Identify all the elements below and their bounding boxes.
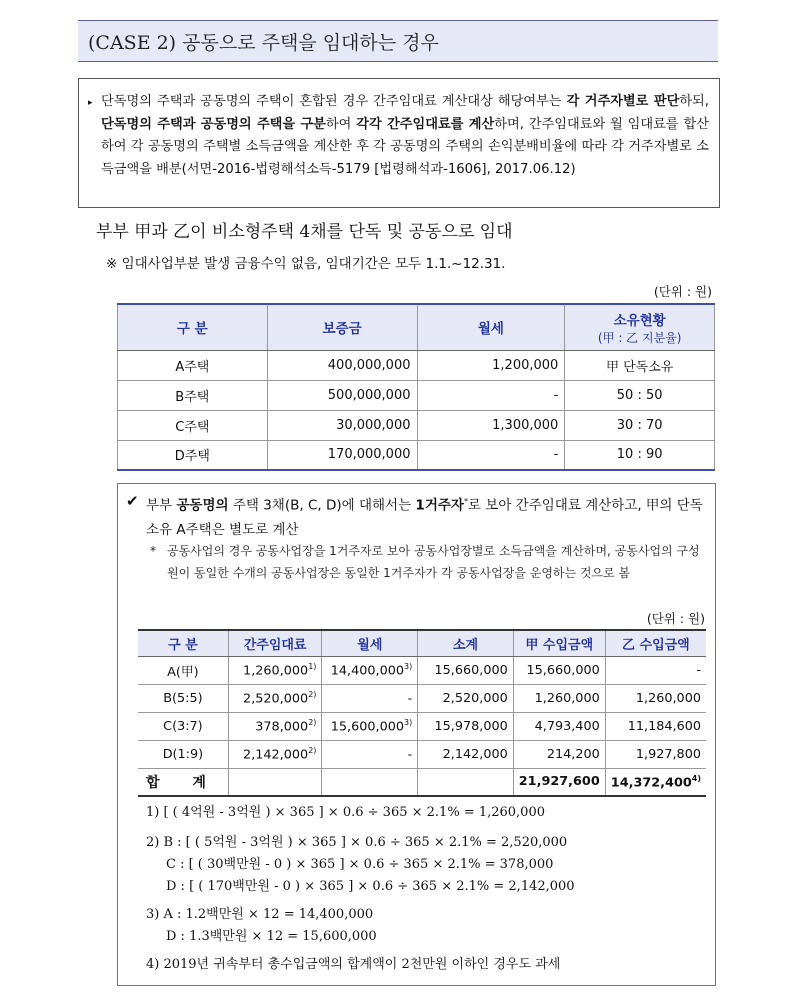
cell: 11,184,600 [605,712,706,740]
col-header: 구 분 [118,304,268,350]
cell: B(5:5) [138,684,228,712]
table-row [138,684,706,712]
calculation-box [117,483,716,986]
cell: 1,200,000 [417,350,565,380]
cell: 30,000,000 [267,410,417,440]
total-eul: 14,372,400$^{4)}$ [605,768,706,796]
cell: B주택 [118,380,268,410]
cell: A주택 [118,350,268,380]
cell: 50 : 50 [565,380,715,410]
note-text: 단독명의 주택과 공동명의 주택이 혼합된 경우 간주임대료 계산대상 해당여부는 각 거주자별로 판단하되, 단독명의 주택과 공동명의 주택을 구분하여 각각 간주임대료를 계산하며, 간주임대료와 월 임대료를 합산하여 각 공동명의 주택별 소득금액을 계산한 후 각 공동명의 주택의 손익분배비율에 따라 각 거주자별로 소득금액을 배분(서면-2016-법령해석소득-5179 [법령해석과-1606], 2017.06.12) [101,94,709,177]
note-box [78,78,720,208]
table-row [118,410,715,440]
unit-label: (단위 : 원) [646,611,705,626]
cell: 甲 단독소유 [565,350,715,380]
house-table [117,303,715,471]
table-row [118,440,715,470]
total-label: 합 계 [138,768,228,796]
cell: 1,927,800 [605,740,706,768]
cell: 2,142,000 [418,740,514,768]
total-row [138,768,706,796]
cell: 10 : 90 [565,440,715,470]
cell: 2,520,000 [418,684,514,712]
bullet-icon: ▸ [88,98,93,108]
subtitle: 부부 甲과 乙이 비소형주택 4채를 단독 및 공동으로 임대 [96,222,513,242]
cell: C(3:7) [138,712,228,740]
cell: D주택 [118,440,268,470]
footnote-star: * 공동사업의 경우 공동사업장을 1거주자로 보아 공동사업장별로 소득금액을 계산하며, 공동사업의 구성원이 동일한 수개의 공동사업장은 동일한 1거주자가 각 공동사업장을 운영하는 것으로 봄 [150,540,710,584]
cell: - [322,684,418,712]
calc-note-2: 2) B : [ ( 5억원 - 3억원 ) × 365 ] × 0.6 ÷ 365 × 2.1% = 2,520,000 C : [ ( 30백만원 - 0 ) × 365 ] × 0.6 ÷ 365 × 2.1% = 378,000 D : [ ( 170백만원 - 0 ) × 365 ] × 0.6 ÷ 365 × 2.1% = 2,142,000 [146,835,575,894]
cell: 15,978,000 [418,712,514,740]
table-row [138,656,706,684]
asterisk-icon: * [150,544,156,558]
cell: - [417,440,565,470]
table-row [118,380,715,410]
cell: 15,660,000 [418,656,514,684]
cell: - [605,656,706,684]
col-header: 월세 [417,304,565,350]
joint-ownership-text: 부부 공동명의 주택 3채(B, C, D)에 대해서는 1거주자*로 보아 간주임대료 계산하고, 甲의 단독소유 A주택은 별도로 계산 [146,497,703,538]
unit-label: (단위 : 원) [653,284,712,299]
cell: 2,520,000$^{2)}$ [228,684,322,712]
cell: 500,000,000 [267,380,417,410]
cell: 14,400,000$^{3)}$ [322,656,418,684]
cell: 2,142,000$^{2)}$ [228,740,322,768]
cell [418,768,514,796]
calc-note-3: 3) A : 1.2백만원 × 12 = 14,400,000 D : 1.3백만원 × 12 = 15,600,000 [146,907,377,944]
col-header: 월세 [322,630,418,656]
total-gap: 21,927,600 [513,768,605,796]
cell: 170,000,000 [267,440,417,470]
cell: 15,660,000 [513,656,605,684]
table-header-row [118,304,715,350]
cell: 1,260,000 [605,684,706,712]
col-header: 구 분 [138,630,228,656]
calc-note-1: 1) [ ( 4억원 - 3억원 ) × 365 ] × 0.6 ÷ 365 × 2.1% = 1,260,000 [146,805,545,820]
cell: A(甲) [138,656,228,684]
col-header: 乙 수입금액 [605,630,706,656]
col-header: 간주임대료 [228,630,322,656]
income-table [138,629,706,797]
cell: 30 : 70 [565,410,715,440]
subnote: ※ 임대사업부분 발생 금융수익 없음, 임대기간은 모두 1.1.~12.31. [106,256,506,272]
cell: - [417,380,565,410]
table-row [138,712,706,740]
cell: C주택 [118,410,268,440]
col-header: 소계 [418,630,514,656]
cell: D(1:9) [138,740,228,768]
calc-note-4: 4) 2019년 귀속부터 총수입금액의 합계액이 2천만원 이하인 경우도 과세 [146,957,561,972]
cell: - [322,740,418,768]
cell: 1,260,000$^{1)}$ [228,656,322,684]
cell: 214,200 [513,740,605,768]
col-header-ownership: 소유현황 (甲 : 乙 지분율) [565,304,715,350]
case-title: (CASE 2) 공동으로 주택을 임대하는 경우 [78,20,718,62]
table-header-row [138,630,706,656]
cell: 1,300,000 [417,410,565,440]
table-row [138,740,706,768]
cell: 378,000$^{2)}$ [228,712,322,740]
cell: 400,000,000 [267,350,417,380]
col-header: 보증금 [267,304,417,350]
cell: 15,600,000$^{3)}$ [322,712,418,740]
cell [228,768,322,796]
cell: 1,260,000 [513,684,605,712]
col-header: 甲 수입금액 [513,630,605,656]
check-icon: ✔ [126,492,139,510]
cell: 4,793,400 [513,712,605,740]
cell [322,768,418,796]
table-row [118,350,715,380]
